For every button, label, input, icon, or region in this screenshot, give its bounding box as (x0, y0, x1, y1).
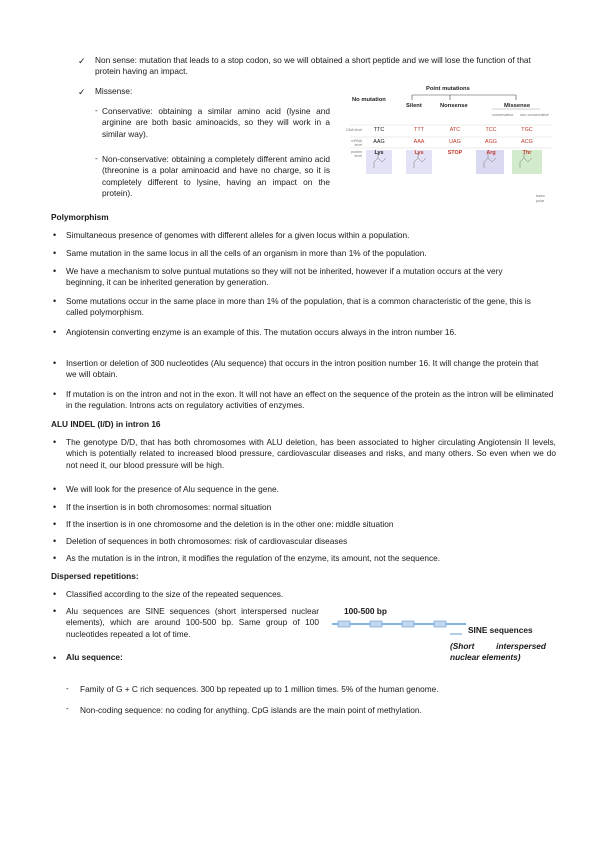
alu-indel-heading: ALU INDEL (I/D) in intron 16 (51, 419, 161, 429)
dash-icon: - (95, 106, 98, 115)
non-conservative-label: non-conservative (520, 113, 549, 117)
sine-label: SINE sequences (468, 625, 533, 635)
footnote-basic: basic (536, 194, 545, 198)
list-item: We have a mechanism to solve puntual mutations so they will not be inherited, however if a mutation occurs at the very beginning, it can be inherited generation by generation. (66, 266, 503, 288)
list-item: Alu sequences are SINE sequences (short interspersed nuclear elements), which are around 100-500 bp. Same group of 100 nucleotides repeated a lot of time. (66, 606, 319, 639)
list-item: Insertion or deletion of 300 nucleotides (Alu sequence) that occurs in the intron position number 16. It will change the protein that we will obtain. (66, 358, 539, 380)
bullet-icon: • (53, 389, 57, 399)
sine-subtitle: (Short interspersed nuclear elements) (450, 641, 546, 663)
polymorphism-heading: Polymorphism (51, 212, 109, 222)
protein-cell: Lys (414, 150, 424, 156)
mrna-cell: AGG (485, 139, 497, 145)
sub-list-item: Non-coding sequence: no coding for anything. CpG islands are the main point of methylation. (80, 705, 422, 715)
dash-icon: - (66, 684, 69, 693)
sub-list-item: Family of G + C rich sequences. 300 bp repeated up to 1 million times. 5% of the human genome. (80, 684, 439, 694)
missense-label: Missense: (95, 86, 133, 96)
bullet-icon: • (53, 553, 57, 563)
dna-level-label: DNA level (346, 128, 362, 132)
mrna-cell: UAG (449, 139, 461, 145)
mrna-cell: AAA (413, 139, 425, 145)
protein-cell: STOP (447, 150, 463, 156)
dna-cell: TTT (414, 127, 424, 133)
protein-cell: Arg (486, 150, 496, 156)
footnote-polar: polar (536, 199, 545, 203)
silent-label: Silent (406, 103, 422, 109)
bullet-icon: • (53, 589, 57, 599)
no-mutation-label: No mutation (352, 97, 386, 103)
bullet-icon: • (53, 653, 57, 663)
protein-cell: Lys (374, 150, 384, 156)
list-item: Classified according to the size of the repeated sequences. (66, 589, 284, 599)
nonsense-label: Nonsense (440, 103, 468, 109)
list-item: Same mutation in the same locus in all the cells of an organism in more than 1% of the population. (66, 248, 427, 258)
list-item: Deletion of sequences in both chromosomes: risk of cardiovascular diseases (66, 536, 348, 546)
dash-icon: - (95, 154, 98, 163)
bp-label: 100-500 bp (344, 606, 387, 616)
bullet-icon: • (53, 502, 57, 512)
bullet-icon: • (53, 248, 57, 258)
dash-icon: - (66, 704, 69, 713)
list-item: If the insertion is in both chromosomes: normal situation (66, 502, 272, 512)
list-item: The genotype D/D, that has both chromosomes with ALU deletion, has been associated to higher circulating Angiotensin II levels, which is potentially related to increased blood pressure, cardiovascular diseases and risks, and many others. So even when we do not need it, our blood pressure will be high. (66, 437, 556, 470)
bullet-icon: • (53, 327, 57, 337)
list-item: If mutation is on the intron and not in the exon. It will not have an effect on the sequence of the protein as the intron will be eliminated in the regulation. Introns acts on regulatory activities of enzymes. (66, 389, 554, 411)
bullet-icon: • (53, 296, 57, 306)
alu-sequence-label: Alu sequence: (66, 652, 123, 662)
point-mutations-figure (346, 86, 552, 204)
point-mutations-title: Point mutations (426, 86, 470, 92)
bullet-icon: • (53, 437, 57, 447)
mrna-cell: ACG (521, 139, 533, 145)
dna-cell: TCC (485, 127, 497, 133)
protein-level-label: protein level (351, 150, 362, 158)
dna-cell: TTC (373, 127, 385, 133)
bullet-icon: • (53, 606, 57, 616)
bullet-icon: • (53, 266, 57, 276)
bullet-icon: • (53, 484, 57, 494)
conservative-label: conservative (492, 113, 514, 117)
sine-figure (330, 604, 570, 674)
bullet-icon: • (53, 519, 57, 529)
bullet-icon: • (53, 230, 57, 240)
dna-cell: ATC (449, 127, 461, 133)
bullet-icon: • (53, 358, 57, 368)
nonsense-text: Non sense: mutation that leads to a stop codon, so we will obtained a short peptide and we will lose the function of that protein having an impact. (95, 55, 531, 77)
list-item: We will look for the presence of Alu sequence in the gene. (66, 484, 279, 494)
missense-figure-label: Missense (504, 103, 531, 109)
list-item: As the mutation is in the intron, it modifies the regulation of the enzyme, its amount, not the sequence. (66, 553, 441, 563)
dispersed-heading: Dispersed repetitions: (51, 571, 139, 581)
non-conservative-text: Non-conservative: obtaining a completely different amino acid (threonine is a polar aminoacid and have no charge, so it is completely different to lysine, having an impact on the protein). (102, 154, 330, 198)
list-item: Angiotensin converting enzyme is an example of this. The mutation occurs always in the intron number 16. (66, 327, 457, 337)
list-item: If the insertion is in one chromosome and the deletion is in the other one: middle situation (66, 519, 394, 529)
conservative-text: Conservative: obtaining a similar amino acid (lysine and arginine are both basic aminoacids, so they will work in a similar way). (102, 106, 330, 139)
mrna-level-label: mRNA level (351, 139, 362, 147)
mrna-cell: AAG (373, 139, 385, 145)
check-icon: ✓ (78, 56, 86, 66)
check-icon: ✓ (78, 87, 86, 97)
bullet-icon: • (53, 536, 57, 546)
list-item: Simultaneous presence of genomes with different alleles for a given locus within a population. (66, 230, 410, 240)
dna-cell: TGC (521, 127, 533, 133)
protein-cell: Thr (522, 150, 532, 156)
list-item: Some mutations occur in the same place in more than 1% of the population, that is a common characteristic of the gene, this is called polymorphism. (66, 296, 531, 318)
